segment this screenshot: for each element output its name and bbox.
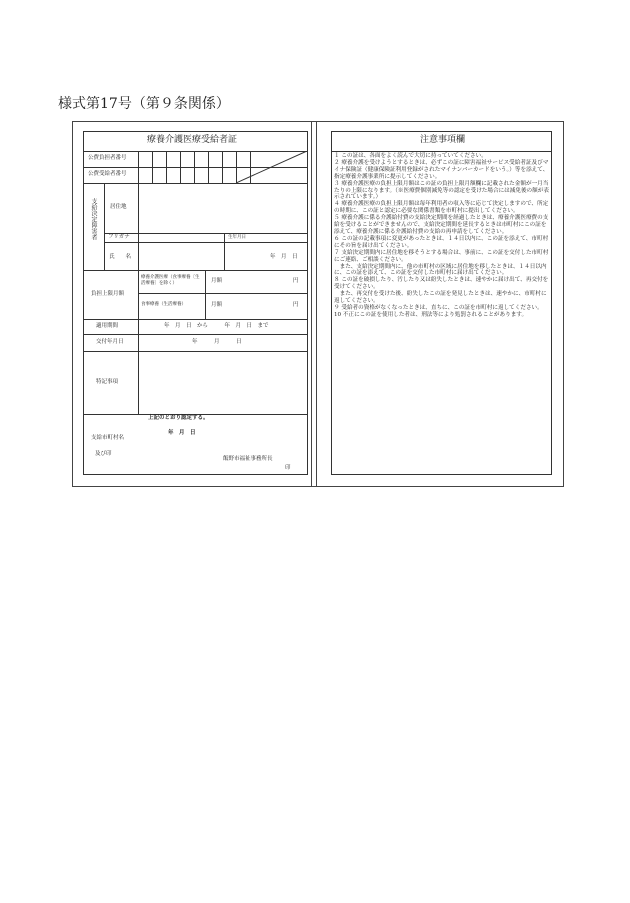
furigana-label: フリガナ bbox=[108, 234, 130, 240]
note-item: １ この証は、各面をよく読んで大切に持っていてください。 bbox=[334, 153, 487, 159]
notes-title: 注意事項欄 bbox=[420, 135, 466, 145]
recipient-number-label: 公費受給者番号 bbox=[88, 171, 127, 177]
period-value: 年 月 日 から 年 月 日 まで bbox=[164, 323, 269, 329]
seal-label: 及び印 bbox=[95, 451, 112, 457]
rule bbox=[138, 183, 139, 270]
period-label: 適用期間 bbox=[96, 323, 119, 329]
rule bbox=[104, 233, 307, 234]
note-item: ３ 療養介護医療の負担上限月額はこの証の負担上限月額欄に記載された金額が一月当たりの上限になります。（※医療費個別減免等の認定を受けた場合には減免後の額が表示されています。） bbox=[334, 180, 549, 201]
name-label: 氏 名 bbox=[109, 254, 132, 260]
rule bbox=[104, 183, 105, 270]
note-item: また、再交付を受けた後、紛失したこの証を発見したときは、速やかに、市町村に返してください。 bbox=[334, 291, 547, 305]
note-item: 10 不正にこの証を使用した者は、刑法等により処罰されることがあります。 bbox=[334, 311, 528, 318]
rule bbox=[180, 151, 181, 183]
rule bbox=[138, 293, 307, 294]
notes-panel bbox=[331, 131, 552, 475]
rule bbox=[84, 319, 307, 320]
rule bbox=[332, 151, 551, 152]
fold-gutter bbox=[311, 121, 317, 487]
payer-number-label: 公費負担者番号 bbox=[88, 155, 127, 161]
municipality-label: 支給市町村名 bbox=[91, 435, 125, 441]
rule bbox=[208, 151, 209, 183]
yen-unit: 円 bbox=[293, 302, 299, 308]
note-item: ９ 受給者の資格がなくなったときは、直ちに、この証を市町村に返してください。 bbox=[334, 304, 543, 311]
note-item: ６ この証の記載事項に変更があったときは、１４日以内に、この証を添えて、市町村にその旨を届け出てください。 bbox=[334, 235, 549, 249]
office-name: 飯野市福祉事務所長 bbox=[223, 456, 273, 462]
monthly-amount-label: 月額 bbox=[211, 302, 223, 308]
rule bbox=[222, 151, 223, 183]
rule bbox=[84, 334, 307, 335]
medical-expense-label: 療養介護医療（食事療養〔生活療養〕を除く） bbox=[141, 275, 200, 286]
limit-amount-label: 負担上限月額 bbox=[91, 291, 125, 297]
rule bbox=[104, 242, 307, 243]
note-item: また、支給決定期間内に、他の市町村の区域に居住地を移したときは、１４日以内に、この証を添えて、この証を交付した市町村に届け出てください。 bbox=[334, 263, 547, 277]
rule bbox=[138, 270, 139, 414]
note-item: ２ 療養介護を受けようとするときは、必ずこの証に障害福祉サービス受給者証及びマイナ保険証（健康保険証利用登録がされたマイナンバーカードをいう。）等を添えて、指定療養介護事業所に提示してください。 bbox=[334, 159, 549, 180]
notes-list bbox=[334, 153, 550, 319]
rule bbox=[84, 351, 307, 352]
certified-date: 年 月 日 bbox=[168, 430, 196, 436]
note-item: ４ 療養介護医療の負担上限月額は毎年利用者の収入等に応じて決定しますので、所定の時期に、この証と認定に必要な関係書類を市町村に提出してください。 bbox=[334, 201, 549, 215]
rule bbox=[166, 151, 167, 183]
certificate-title: 療養介護医療受給者証 bbox=[147, 135, 238, 145]
address-label: 居住地 bbox=[110, 204, 127, 210]
birthdate-label: 生年月日 bbox=[228, 235, 246, 240]
note-item: ７ 支給決定期間内に居住地を移そうとする場合は、事前に、この証を交付した市町村にご連絡、ご相談ください。 bbox=[334, 249, 549, 263]
rule bbox=[224, 233, 225, 270]
meal-expense-label: 食事療養（生活療養） bbox=[141, 302, 186, 307]
monthly-amount-label: 月額 bbox=[211, 278, 223, 284]
special-notes-label: 特記事項 bbox=[96, 379, 119, 385]
rule bbox=[194, 151, 195, 183]
certified-statement: 上記のとおり認定する。 bbox=[148, 415, 209, 421]
birthdate-value: 年 月 日 bbox=[270, 254, 298, 260]
void-diagonal bbox=[236, 151, 308, 183]
rule bbox=[152, 151, 153, 183]
form-number-title: 様式第17号（第９条関係） bbox=[58, 96, 230, 112]
certificate-front-panel bbox=[83, 131, 308, 475]
decided-person-label: 支給決定障害者 bbox=[90, 198, 97, 240]
rule bbox=[84, 270, 307, 271]
seal-mark: 印 bbox=[285, 465, 291, 471]
rule bbox=[138, 151, 139, 183]
rule bbox=[205, 270, 206, 319]
note-item: ８ この証を破損したり、汚したり又は紛失したときは、速やかに届け出て、再交付を受けてください。 bbox=[334, 277, 549, 291]
note-item: ５ 療養介護に係る介護給付費の支給決定期間を経過したときは、療養介護医療費の支給を受けることができませんので、支給決定期間を延長するときは市町村にこの証を添えて、療養介護に係る介護給付費の支給の再申請をしてください。 bbox=[334, 215, 549, 235]
issue-date-label: 交付年月日 bbox=[96, 339, 124, 345]
rule bbox=[84, 183, 307, 184]
issue-date-value: 年 月 日 bbox=[192, 339, 242, 345]
yen-unit: 円 bbox=[293, 278, 299, 284]
